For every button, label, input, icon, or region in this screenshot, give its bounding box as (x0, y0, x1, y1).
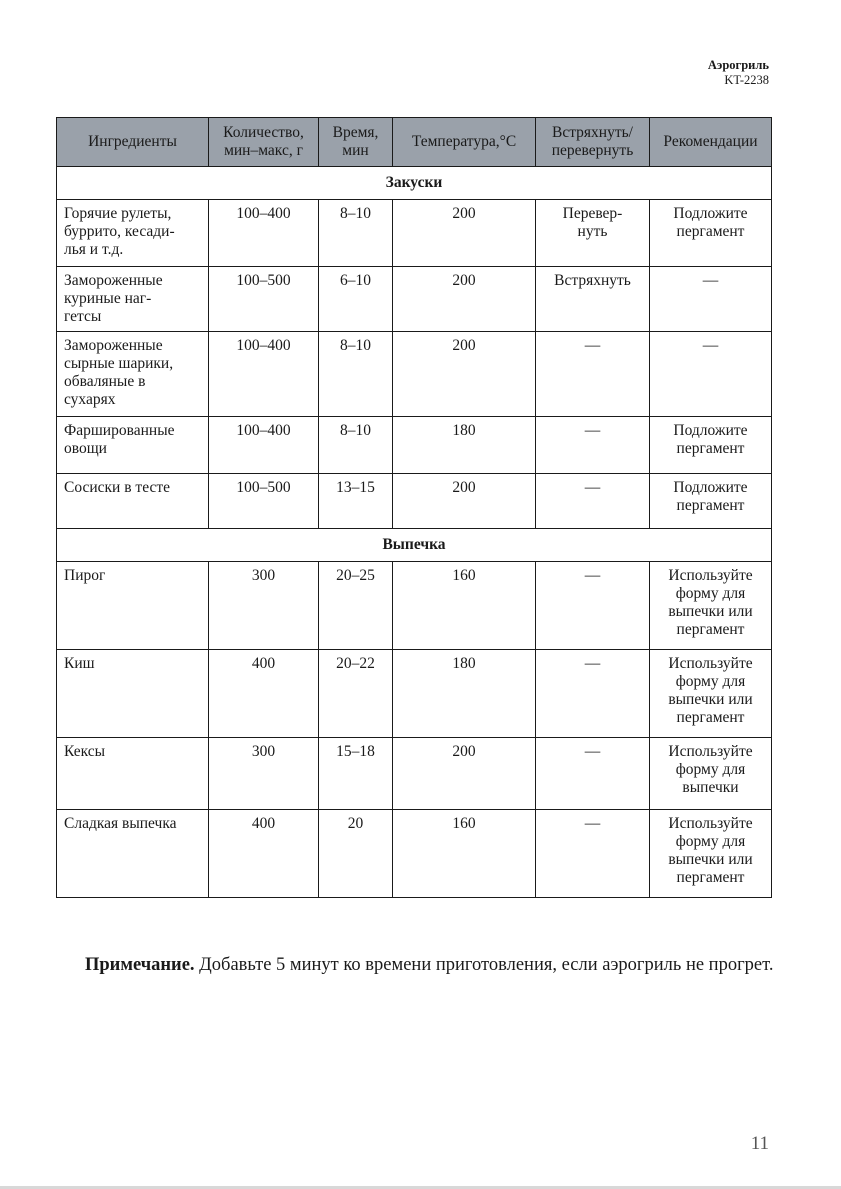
cell-line: Сосиски в тесте (64, 479, 170, 496)
cell-time: 8–10 (319, 417, 393, 474)
cell-line: Подложите (673, 422, 748, 439)
table-row (57, 417, 772, 474)
cell-ingredient (57, 474, 209, 529)
cell-time: 8–10 (319, 200, 393, 267)
note-paragraph (56, 952, 776, 978)
cell-temperature: 160 (393, 562, 536, 650)
col-header-quantity: Количество, мин–макс, г (209, 118, 319, 167)
section-row (57, 529, 772, 562)
cell-quantity: 100–400 (209, 200, 319, 267)
cell-line: овощи (64, 440, 107, 457)
cell-ingredient (57, 417, 209, 474)
cell-line: — (584, 743, 601, 760)
cell-quantity: 400 (209, 650, 319, 738)
cell-recommendation (650, 738, 772, 810)
table-row (57, 562, 772, 650)
cell-line: пергамент (676, 223, 745, 240)
cell-line: пергамент (676, 621, 745, 638)
table-row (57, 267, 772, 332)
col-header-time: Время, мин (319, 118, 393, 167)
cell-quantity: 100–400 (209, 332, 319, 417)
cell-line: — (702, 272, 719, 289)
col-header-recommendations: Рекомендации (650, 118, 772, 167)
cell-line: нуть (577, 223, 608, 240)
cell-line: Используйте (668, 815, 753, 832)
cell-shake-flip (536, 200, 650, 267)
cell-time: 20–25 (319, 562, 393, 650)
cell-recommendation (650, 562, 772, 650)
cell-line: — (584, 422, 601, 439)
section-title: Закуски (57, 167, 772, 200)
cell-temperature: 180 (393, 417, 536, 474)
cell-time: 6–10 (319, 267, 393, 332)
cell-temperature: 200 (393, 332, 536, 417)
product-model: KT-2238 (724, 73, 769, 87)
cell-line: форму для (675, 761, 746, 778)
cell-line: Используйте (668, 743, 753, 760)
cell-quantity: 300 (209, 562, 319, 650)
cell-shake-flip (536, 417, 650, 474)
cell-line: Фаршированные (64, 422, 175, 439)
cell-shake-flip (536, 332, 650, 417)
cell-line: Используйте (668, 655, 753, 672)
table-body (57, 167, 772, 898)
cell-recommendation (650, 474, 772, 529)
cell-temperature: 200 (393, 474, 536, 529)
cell-shake-flip (536, 738, 650, 810)
cell-time: 8–10 (319, 332, 393, 417)
cell-time: 20 (319, 810, 393, 898)
cell-shake-flip (536, 267, 650, 332)
cell-line: форму для (675, 673, 746, 690)
col-header-temperature: Температура,°С (393, 118, 536, 167)
cell-line: Кексы (64, 743, 106, 760)
cell-line: выпечки (682, 779, 739, 796)
section-title: Выпечка (57, 529, 772, 562)
cell-line: Замороженные (64, 272, 163, 289)
cell-line: Пирог (64, 567, 106, 584)
page-number: 11 (750, 1133, 769, 1154)
cell-recommendation (650, 810, 772, 898)
cell-line: пергамент (676, 709, 745, 726)
cell-shake-flip (536, 562, 650, 650)
cell-ingredient (57, 200, 209, 267)
cell-line: выпечки или (668, 851, 753, 868)
cell-line: пергамент (676, 440, 745, 457)
col-header-shake-flip: Встряхнуть/ перевернуть (536, 118, 650, 167)
cell-line: — (584, 479, 601, 496)
cell-line: обваляные в (64, 373, 146, 390)
table-row (57, 474, 772, 529)
cell-time: 15–18 (319, 738, 393, 810)
cell-line: — (702, 337, 719, 354)
table-row (57, 650, 772, 738)
cell-temperature: 180 (393, 650, 536, 738)
note-label: Примечание. (85, 954, 195, 975)
product-name: Аэрогриль (707, 58, 769, 72)
cell-line: Горячие рулеты, (64, 205, 172, 222)
cell-line: сырные шарики, (64, 355, 174, 372)
note-text: Добавьте 5 минут ко времени приготовления, если аэрогриль не прогрет. (194, 954, 774, 975)
cell-line: пергамент (676, 497, 745, 514)
cell-line: куриные наг- (64, 290, 152, 307)
cell-line: Перевер- (562, 205, 623, 222)
cell-shake-flip (536, 474, 650, 529)
cell-time: 13–15 (319, 474, 393, 529)
table-row (57, 332, 772, 417)
cell-recommendation (650, 650, 772, 738)
cell-line: форму для (675, 585, 746, 602)
cooking-table (56, 117, 772, 898)
cell-ingredient (57, 650, 209, 738)
cell-line: сухарях (64, 391, 116, 408)
cell-ingredient (57, 267, 209, 332)
cell-line: Киш (64, 655, 95, 672)
cell-line: — (584, 815, 601, 832)
cell-line: выпечки или (668, 691, 753, 708)
cell-line: Используйте (668, 567, 753, 584)
cell-recommendation (650, 332, 772, 417)
cell-ingredient (57, 810, 209, 898)
cell-recommendation (650, 267, 772, 332)
section-row (57, 167, 772, 200)
cell-line: буррито, кесади- (64, 223, 175, 240)
cell-line: Подложите (673, 479, 748, 496)
cell-line: выпечки или (668, 603, 753, 620)
cell-line: пергамент (676, 869, 745, 886)
table-row (57, 200, 772, 267)
cell-shake-flip (536, 810, 650, 898)
cell-recommendation (650, 200, 772, 267)
cell-ingredient (57, 738, 209, 810)
cell-ingredient (57, 562, 209, 650)
cell-shake-flip (536, 650, 650, 738)
cell-quantity: 100–400 (209, 417, 319, 474)
cell-line: — (584, 655, 601, 672)
cell-time: 20–22 (319, 650, 393, 738)
cell-temperature: 200 (393, 200, 536, 267)
cell-line: Замороженные (64, 337, 163, 354)
cell-line: — (584, 337, 601, 354)
cell-line: гетсы (64, 308, 102, 325)
cell-temperature: 200 (393, 267, 536, 332)
page-header (708, 58, 769, 88)
table-row (57, 738, 772, 810)
cell-line: Сладкая выпечка (64, 815, 177, 832)
cell-line: форму для (675, 833, 746, 850)
cell-quantity: 100–500 (209, 267, 319, 332)
table-row (57, 810, 772, 898)
cell-line: — (584, 567, 601, 584)
cell-temperature: 160 (393, 810, 536, 898)
cell-ingredient (57, 332, 209, 417)
cell-temperature: 200 (393, 738, 536, 810)
cell-quantity: 100–500 (209, 474, 319, 529)
cell-recommendation (650, 417, 772, 474)
cell-line: Встряхнуть (554, 272, 631, 289)
cell-line: лья и т.д. (64, 241, 124, 258)
cell-quantity: 300 (209, 738, 319, 810)
col-header-ingredients: Ингредиенты (57, 118, 209, 167)
cell-quantity: 400 (209, 810, 319, 898)
cell-line: Подложите (673, 205, 748, 222)
table-header-row (57, 118, 772, 167)
